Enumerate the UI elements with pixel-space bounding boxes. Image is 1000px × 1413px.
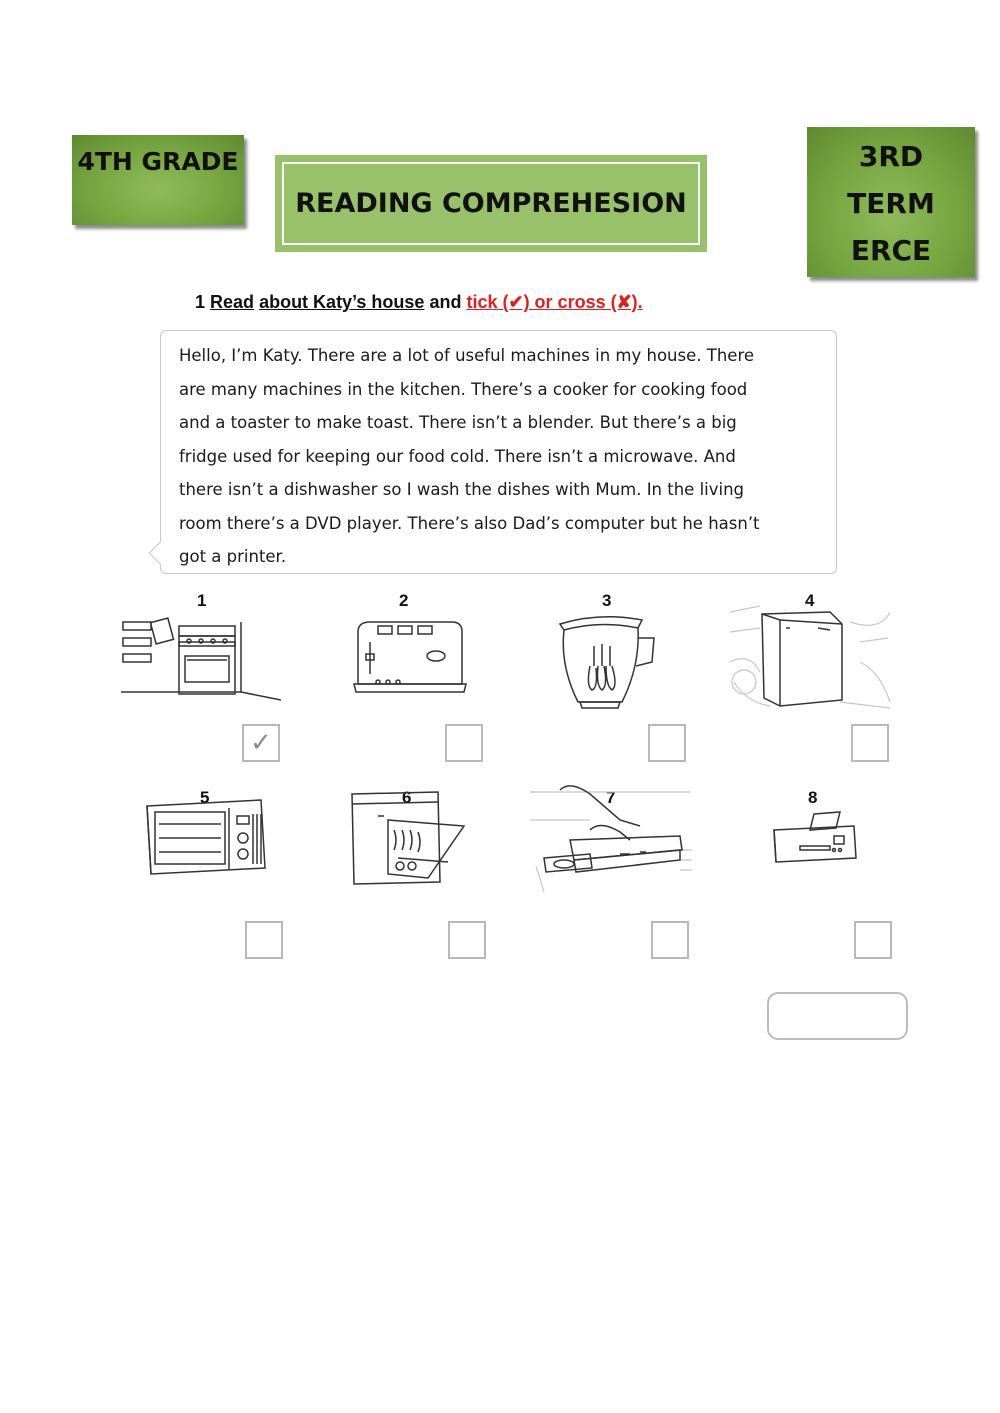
grade-label: 4TH GRADE [77, 147, 239, 176]
instruction-tick-cross: tick (✔) or cross (✘). [466, 292, 643, 312]
passage-line: got a printer. [179, 547, 287, 566]
item-number: 6 [402, 788, 412, 807]
instruction-read: Read [210, 292, 255, 312]
answer-checkbox[interactable] [445, 724, 483, 762]
item-number: 1 [197, 591, 207, 610]
title-banner [275, 155, 707, 252]
passage-line: room there’s a DVD player. There’s also Dad’s computer but he hasn’t [179, 513, 760, 533]
item-number: 3 [602, 591, 612, 610]
dishwasher-icon [348, 790, 466, 886]
answer-checkbox[interactable] [854, 921, 892, 959]
answer-checkbox[interactable] [651, 921, 689, 959]
passage-line: Hello, I’m Katy. There are a lot of useful machines in my house. There [179, 346, 755, 365]
term-badge [807, 127, 975, 277]
instruction-about: about Katy’s house [259, 292, 425, 312]
answer-checkbox[interactable] [448, 921, 486, 959]
item-number: 5 [200, 788, 210, 807]
passage-line: and a toaster to make toast. There isn’t a blender. But there’s a big [179, 413, 737, 432]
answer-checkbox[interactable] [245, 921, 283, 959]
grade-badge [72, 135, 244, 225]
page-title: READING COMPREHESION [282, 162, 700, 245]
dvd-player-icon [530, 780, 692, 896]
item-number: 8 [808, 788, 818, 807]
term-line-1: 3RD [858, 140, 924, 173]
speech-bubble-tail [149, 542, 172, 565]
passage-line: fridge used for keeping our food cold. There isn’t a microwave. And [179, 446, 736, 466]
answer-checkbox[interactable]: ✓ [242, 724, 280, 762]
exercise-instruction [195, 292, 643, 313]
toaster-icon [348, 612, 468, 700]
instruction-and: and [429, 292, 462, 312]
cooker-icon [121, 612, 281, 702]
answer-checkbox[interactable] [851, 724, 889, 762]
answer-checkbox[interactable] [648, 724, 686, 762]
item-number: 2 [399, 591, 409, 610]
reading-passage [160, 330, 837, 574]
printer-icon [770, 810, 860, 866]
item-number: 7 [606, 788, 616, 807]
passage-line: are many machines in the kitchen. There’s a cooker for cooking food [179, 379, 748, 399]
term-line-3: ERCE [850, 234, 932, 267]
score-box[interactable] [767, 992, 908, 1040]
blender-icon [550, 606, 660, 712]
passage-line: there isn’t a dishwasher so I wash the dishes with Mum. In the living [179, 480, 745, 499]
microwave-icon [143, 798, 269, 878]
exercise-number: 1 [195, 292, 206, 312]
item-number: 4 [805, 591, 815, 610]
fridge-icon [730, 602, 892, 714]
term-line-2: TERM [847, 187, 935, 220]
